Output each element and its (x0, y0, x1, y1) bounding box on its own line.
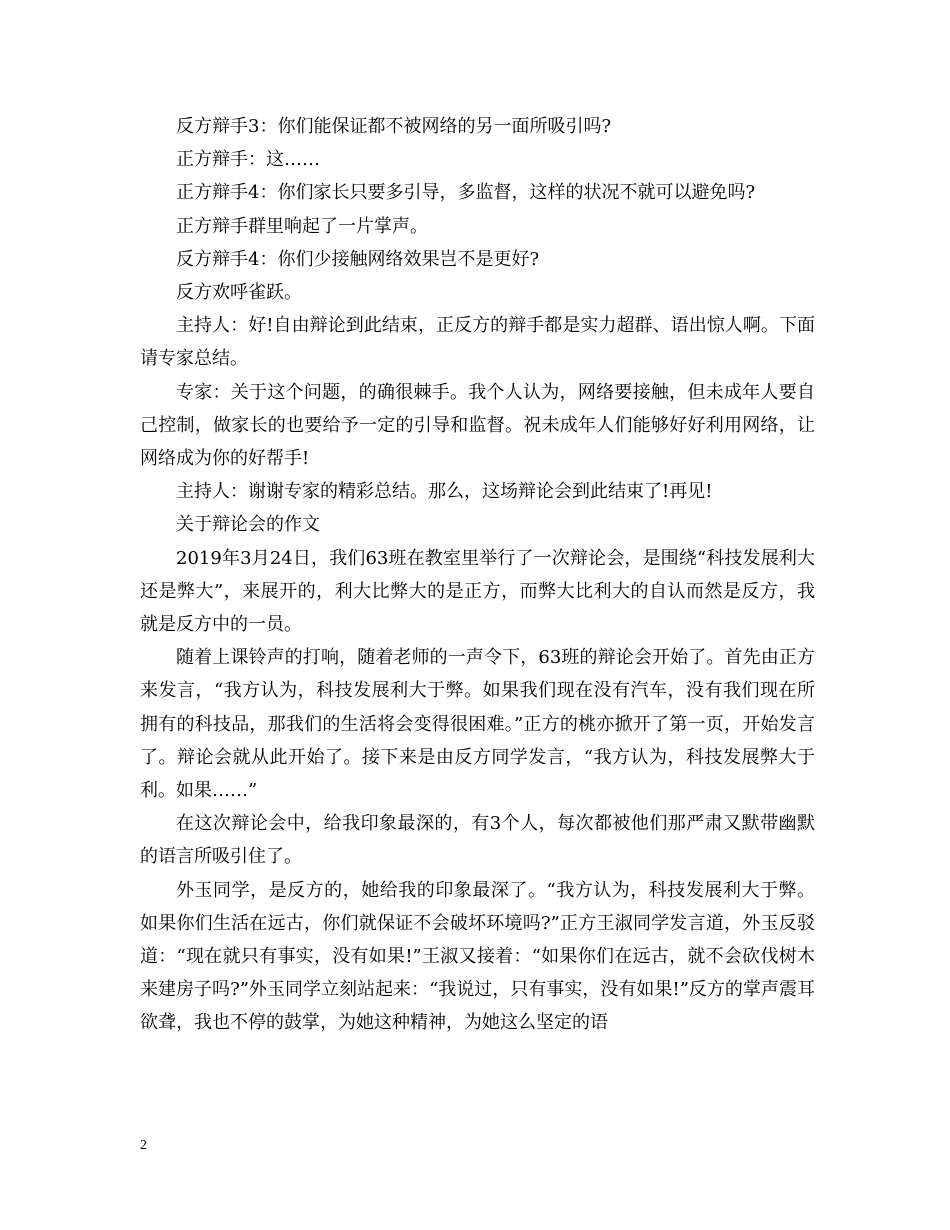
paragraph: 专家：关于这个问题，的确很棘手。我个人认为，网络要接触，但未成年人要自己控制，做家长的也要给予一定的引导和监督。祝未成年人们能够好好利用网络，让网络成为你的好帮手! (140, 381, 815, 470)
paragraph: 正方辩手群里响起了一片掌声。 (176, 215, 428, 237)
paragraph: 反方辩手3：你们能保证都不被网络的另一面所吸引吗? (176, 116, 612, 137)
paragraph: 主持人：谢谢专家的精彩总结。那么，这场辩论会到此结束了!再见! (176, 481, 713, 503)
paragraph: 外玉同学，是反方的，她给我的印象最深了。“我方认为，科技发展利大于弊。如果你们生活在远古，你们就保证不会破坏环境吗?”正方王淑同学发言道，外玉反驳道：“现在就只有事实，没有如果!”王淑又接着：“如果你们在远古，就不会砍伐树木来建房子吗?”外玉同学立刻站起来：“我说过，只有事实，没有如果!”反方的掌声震耳欲聋，我也不停的鼓掌，为她这种精神，为她这么坚定的语 (140, 879, 815, 1034)
paragraph: 随着上课铃声的打响，随着老师的一声令下，63班的辩论会开始了。首先由正方来发言，“我方认为，科技发展利大于弊。如果我们现在没有汽车，没有我们现在所拥有的科技品，那我们的生活将会变得很困难。”正方的桃亦掀开了第一页，开始发言了。辩论会就从此开始了。接下来是由反方同学发言，“我方认为，科技发展弊大于利。如果……” (140, 647, 815, 802)
paragraph: 在这次辩论会中，给我印象最深的，有3个人，每次都被他们那严肃又默带幽默的语言所吸引住了。 (140, 813, 815, 868)
paragraph: 反方辩手4：你们少接触网络效果岂不是更好? (176, 248, 540, 270)
document-body (140, 110, 815, 1040)
page-number: 2 (140, 1138, 147, 1153)
section-title: 关于辩论会的作文 (176, 514, 320, 536)
paragraph: 反方欢呼雀跃。 (176, 282, 302, 304)
paragraph: 正方辩手4：你们家长只要多引导，多监督，这样的状况不就可以避免吗? (176, 182, 756, 204)
paragraph: 主持人：好!自由辩论到此结束，正反方的辩手都是实力超群、语出惊人啊。下面请专家总结。 (140, 315, 815, 370)
paragraph: 2019年3月24日，我们63班在教室里举行了一次辩论会，是围绕“科技发展利大还是弊大”，来展开的，利大比弊大的是正方，而弊大比利大的自认而然是反方，我就是反方中的一员。 (140, 547, 815, 636)
paragraph: 正方辩手：这…… (176, 149, 320, 171)
